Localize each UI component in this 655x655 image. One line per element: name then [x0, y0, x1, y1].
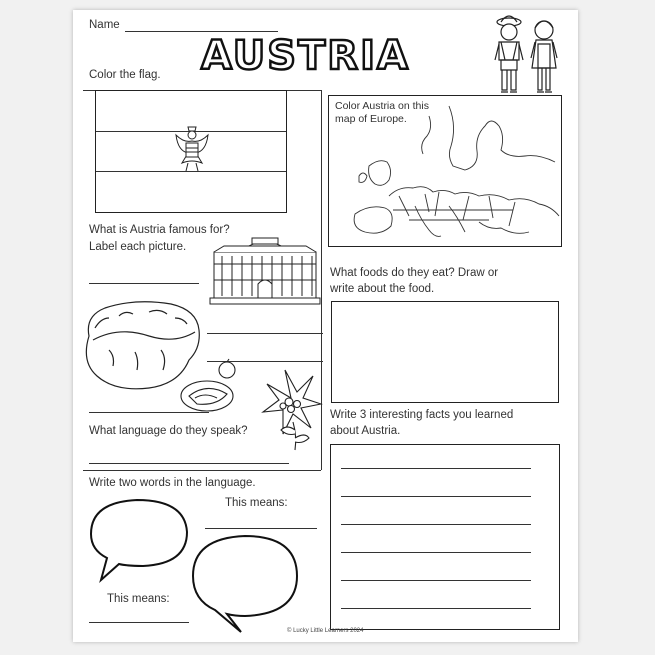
writing-line[interactable] [341, 468, 531, 469]
flag-prompt: Color the flag. [89, 69, 161, 81]
edelweiss-icon [259, 364, 323, 452]
facts-prompt: Write 3 interesting facts you learned [330, 409, 514, 421]
flag-eagle-icon [174, 121, 210, 181]
means-label-2: This means: [107, 593, 170, 605]
apple-strudel-icon [177, 358, 243, 414]
austrian-children-icon [489, 10, 567, 98]
writing-line[interactable] [341, 524, 531, 525]
facts-box[interactable] [330, 444, 560, 630]
speech-bubble-icon[interactable] [185, 532, 303, 636]
famous-prompt: What is Austria famous for? [89, 224, 230, 236]
writing-line[interactable] [341, 608, 531, 609]
foods-prompt-continued: write about the food. [330, 283, 435, 295]
meaning-line-1[interactable] [205, 528, 317, 529]
europe-map-box[interactable] [328, 95, 562, 247]
writing-line[interactable] [341, 552, 531, 553]
worksheet-page [73, 10, 578, 642]
divider [83, 470, 321, 471]
writing-line[interactable] [341, 580, 531, 581]
meaning-line-2[interactable] [89, 622, 189, 623]
language-prompt: What language do they speak? [89, 425, 248, 437]
means-label-1: This means: [225, 497, 288, 509]
facts-prompt-continued: about Austria. [330, 425, 401, 437]
language-answer-line[interactable] [89, 463, 289, 464]
name-line[interactable] [125, 31, 278, 32]
name-label: Name [89, 19, 120, 31]
label-line[interactable] [207, 333, 323, 334]
food-drawing-box[interactable] [331, 301, 559, 403]
copyright-text: © Lucky Little Learners 2024 [287, 628, 364, 634]
writing-line[interactable] [341, 496, 531, 497]
famous-prompt-continued: Label each picture. [89, 241, 187, 253]
speech-bubble-icon[interactable] [83, 494, 193, 586]
words-prompt: Write two words in the language. [89, 477, 256, 489]
map-prompt: Color Austria on this map of Europe. [335, 100, 429, 125]
foods-prompt: What foods do they eat? Draw or [330, 267, 499, 279]
page-title: AUSTRIA [201, 33, 410, 79]
palace-icon [208, 236, 322, 306]
flag-box[interactable] [95, 90, 287, 213]
europe-map-icon [329, 96, 561, 246]
label-line[interactable] [89, 283, 199, 284]
